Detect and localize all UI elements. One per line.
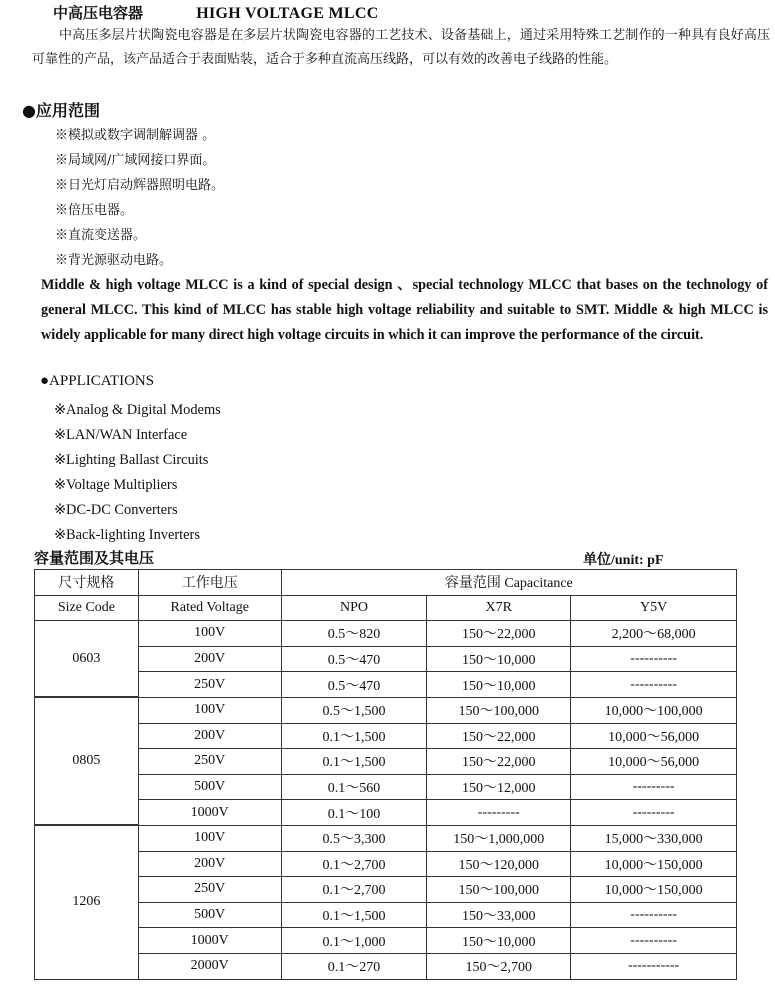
capacitance-table — [34, 569, 737, 980]
y5v-cell: 10,000～56,000 — [571, 723, 737, 749]
voltage-cell: 250V — [138, 672, 281, 698]
voltage-cell: 2000V — [138, 953, 281, 979]
npo-cell: 0.5～3,300 — [281, 825, 427, 851]
x7r-cell: 150～2,700 — [427, 953, 571, 979]
table-row — [35, 723, 737, 749]
table-row — [35, 877, 737, 903]
table-row — [35, 749, 737, 775]
voltage-cell: 1000V — [138, 800, 281, 826]
voltage-cell: 100V — [138, 697, 281, 723]
y5v-cell: ---------- — [571, 646, 737, 672]
header-size-cn: 尺寸规格 — [35, 570, 139, 596]
npo-cell: 0.1～2,700 — [281, 851, 427, 877]
x7r-cell: 150～1,000,000 — [427, 825, 571, 851]
header-capacitance: 容量范围 Capacitance — [281, 570, 736, 596]
applications-heading-cn: ●应用范围 — [22, 101, 100, 120]
x7r-cell: 150～100,000 — [427, 697, 571, 723]
y5v-cell: 10,000～100,000 — [571, 697, 737, 723]
size-code-cell: 1206 — [35, 825, 139, 979]
y5v-cell: 10,000～56,000 — [571, 749, 737, 775]
list-item: ※Analog & Digital Modems — [54, 402, 221, 418]
title-en: HIGH VOLTAGE MLCC — [196, 5, 379, 22]
size-code-cell: 0603 — [35, 621, 139, 698]
header-npo: NPO — [281, 595, 427, 621]
voltage-cell: 100V — [138, 825, 281, 851]
npo-cell: 0.1～2,700 — [281, 877, 427, 903]
unit-label: 单位/unit: pF — [583, 553, 664, 568]
intro-paragraph-en: Middle & high voltage MLCC is a kind of special design 、special technology MLCC that bases on the technology of general MLCC. This kind of MLCC has stable high voltage reliability and suitable to SMT. Middle & high MLCC is widely applicable for many direct high voltage circuits in which it can improve the performance of the circuit. — [41, 277, 768, 343]
table-title: 容量范围及其电压 — [34, 549, 155, 567]
x7r-cell: 150～120,000 — [427, 851, 571, 877]
x7r-cell: 150～100,000 — [427, 877, 571, 903]
list-item: ※局域网/广域网接口界面。 — [55, 153, 216, 168]
list-item: ※LAN/WAN Interface — [54, 427, 188, 443]
list-item: ※模拟或数字调制解调器 。 — [55, 128, 216, 143]
table-row — [35, 825, 737, 851]
npo-cell: 0.1～1,500 — [281, 723, 427, 749]
npo-cell: 0.5～470 — [281, 646, 427, 672]
y5v-cell: 10,000～150,000 — [571, 851, 737, 877]
page-title — [53, 2, 379, 23]
npo-cell: 0.1～100 — [281, 800, 427, 826]
header-voltage-cn: 工作电压 — [138, 570, 281, 596]
npo-cell: 0.1～1,000 — [281, 928, 427, 954]
table-row — [35, 774, 737, 800]
x7r-cell: --------- — [427, 800, 571, 826]
list-item: ※背光源驱动电路。 — [55, 253, 173, 268]
voltage-cell: 200V — [138, 723, 281, 749]
y5v-cell: 10,000～150,000 — [571, 877, 737, 903]
table-row — [35, 672, 737, 698]
voltage-cell: 250V — [138, 749, 281, 775]
npo-cell: 0.1～560 — [281, 774, 427, 800]
y5v-cell: --------- — [571, 774, 737, 800]
y5v-cell: ---------- — [571, 672, 737, 698]
npo-cell: 0.5～1,500 — [281, 697, 427, 723]
applications-list-cn — [55, 123, 224, 273]
header-voltage-en: Rated Voltage — [138, 595, 281, 621]
y5v-cell: ---------- — [571, 902, 737, 928]
list-item: ※Back-lighting Inverters — [54, 527, 200, 543]
title-cn: 中高压电容器 — [53, 4, 144, 22]
voltage-cell: 100V — [138, 621, 281, 647]
npo-cell: 0.5～820 — [281, 621, 427, 647]
applications-heading-en: ●APPLICATIONS — [40, 373, 155, 389]
list-item: ※日光灯启动辉器照明电路。 — [55, 178, 225, 193]
x7r-cell: 150～22,000 — [427, 723, 571, 749]
y5v-cell: 15,000～330,000 — [571, 825, 737, 851]
npo-cell: 0.5～470 — [281, 672, 427, 698]
header-size-en: Size Code — [35, 595, 139, 621]
voltage-cell: 500V — [138, 774, 281, 800]
table-row — [35, 800, 737, 826]
x7r-cell: 150～10,000 — [427, 646, 571, 672]
list-item: ※倍压电器。 — [55, 203, 134, 218]
x7r-cell: 150～10,000 — [427, 672, 571, 698]
npo-cell: 0.1～270 — [281, 953, 427, 979]
header-y5v: Y5V — [571, 595, 737, 621]
npo-cell: 0.1～1,500 — [281, 902, 427, 928]
x7r-cell: 150～10,000 — [427, 928, 571, 954]
voltage-cell: 250V — [138, 877, 281, 903]
table-row — [35, 851, 737, 877]
list-item: ※Voltage Multipliers — [54, 477, 178, 493]
intro-paragraph-cn: 中高压多层片状陶瓷电容器是在多层片状陶瓷电容器的工艺技术、设备基础上，通过采用特殊工艺制作的一种具有良好高压可靠性的产品，该产品适合于表面贴装，适合于多种直流高压线路，可以有效的改善电子线路的性能。 — [32, 28, 770, 67]
x7r-cell: 150～22,000 — [427, 749, 571, 775]
y5v-cell: --------- — [571, 800, 737, 826]
y5v-cell: ----------- — [571, 953, 737, 979]
size-code-cell: 0805 — [35, 697, 139, 825]
voltage-cell: 1000V — [138, 928, 281, 954]
table-row — [35, 902, 737, 928]
voltage-cell: 200V — [138, 646, 281, 672]
table-row — [35, 697, 737, 723]
x7r-cell: 150～22,000 — [427, 621, 571, 647]
voltage-cell: 200V — [138, 851, 281, 877]
list-item: ※DC-DC Converters — [54, 502, 178, 518]
header-x7r: X7R — [427, 595, 571, 621]
table-row — [35, 953, 737, 979]
x7r-cell: 150～33,000 — [427, 902, 571, 928]
list-item: ※Lighting Ballast Circuits — [54, 452, 209, 468]
y5v-cell: 2,200～68,000 — [571, 621, 737, 647]
list-item: ※直流变送器。 — [55, 228, 147, 243]
voltage-cell: 500V — [138, 902, 281, 928]
x7r-cell: 150～12,000 — [427, 774, 571, 800]
table-row — [35, 928, 737, 954]
y5v-cell: ---------- — [571, 928, 737, 954]
table-row — [35, 621, 737, 647]
applications-list-en — [54, 398, 221, 548]
table-row — [35, 646, 737, 672]
npo-cell: 0.1～1,500 — [281, 749, 427, 775]
